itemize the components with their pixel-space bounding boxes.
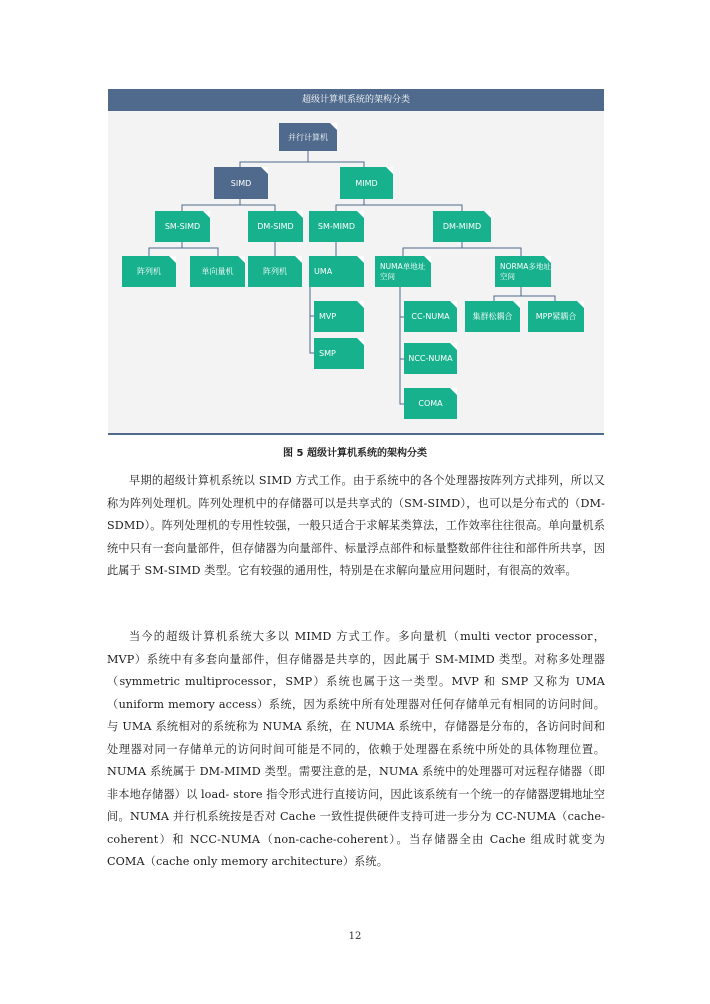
figure-banner-title: 超级计算机系统的架构分类 xyxy=(108,89,604,111)
node-cc-numa: CC-NUMA xyxy=(404,301,457,332)
node-simd: SIMD xyxy=(214,167,268,199)
node-dm-simd: DM-SIMD xyxy=(248,211,303,242)
node-coma: COMA xyxy=(404,388,457,419)
node-numa: NUMA单地址空间 xyxy=(375,256,431,287)
node-dm-mimd: DM-MIMD xyxy=(433,211,491,242)
paragraph-mimd: 当今的超级计算机系统大多以 MIMD 方式工作。多向量机（multi vector processor，MVP）系统中有多套向量部件，但存储器是共享的，因此属于 SM-MIMD 类型。对称多处理器（symmetric multiprocessor，SMP）系统也属于这一类型。MVP 和 SMP 又称为 UMA（uniform memory access）系统，因为系统中所有处理器对任何存储单元有相同的访问时间。与 UMA 系统相对的系统称为 NUMA 系统，在 NUMA 系统中，存储器是分布的，各访问时间和处理器对同一存储单元的访问时间可能是不同的，依赖于处理器在系统中所处的具体物理位置。NUMA 系统属于 DM-MIMD 类型。需要注意的是，NUMA 系统中的处理器可对远程存储器（即非本地存储器）以 load- store 指令形式进行直接访问，因此该系统有一个统一的存储器逻辑地址空间。NUMA 并行机系统按是否对 Cache 一致性提供硬件支持可进一步分为 CC-NUMA（cache-coherent）和 NCC-NUMA（non-cache-coherent）。当存储器全由 Cache 组成时就变为 COMA（cache only memory architecture）系统。 xyxy=(107,630,605,868)
figure-caption: 图 5 超级计算机系统的架构分类 xyxy=(283,448,427,459)
node-ncc-numa: NCC-NUMA xyxy=(404,343,457,374)
node-single-vector-machine: 单向量机 xyxy=(190,256,245,287)
node-uma: UMA xyxy=(309,256,364,287)
node-mimd: MIMD xyxy=(340,167,393,199)
node-sm-mimd: SM-MIMD xyxy=(309,211,364,242)
node-norma: NORMA多地址空间 xyxy=(495,256,551,287)
node-array-machine-2: 阵列机 xyxy=(248,256,302,287)
paragraph-simd: 早期的超级计算机系统以 SIMD 方式工作。由于系统中的各个处理器按阵列方式排列，所以又称为阵列处理机。阵列处理机中的存储器可以是共享式的（SM-SIMD），也可以是分布式的（DM-SDMD）。阵列处理机的专用性较强，一般只适合于求解某类算法，工作效率往往很高。单向量机系统中只有一套向量部件，但存储器为向量部件、标量浮点部件和标量整数部件往往和部件所共享，因此属于 SM-SIMD 类型。它有较强的通用性，特别是在求解向量应用问题时，有很高的效率。 xyxy=(107,474,605,577)
page-number: 12 xyxy=(348,931,362,942)
node-array-machine: 阵列机 xyxy=(122,256,176,287)
node-smp: SMP xyxy=(314,338,364,369)
node-mpp-tightly-coupled: MPP紧耦合 xyxy=(528,301,584,332)
node-mvp: MVP xyxy=(314,301,364,332)
node-cluster-loosely-coupled: 集群松耦合 xyxy=(465,301,520,332)
node-sm-simd: SM-SIMD xyxy=(155,211,210,242)
node-parallel-computer: 并行计算机 xyxy=(279,123,337,151)
